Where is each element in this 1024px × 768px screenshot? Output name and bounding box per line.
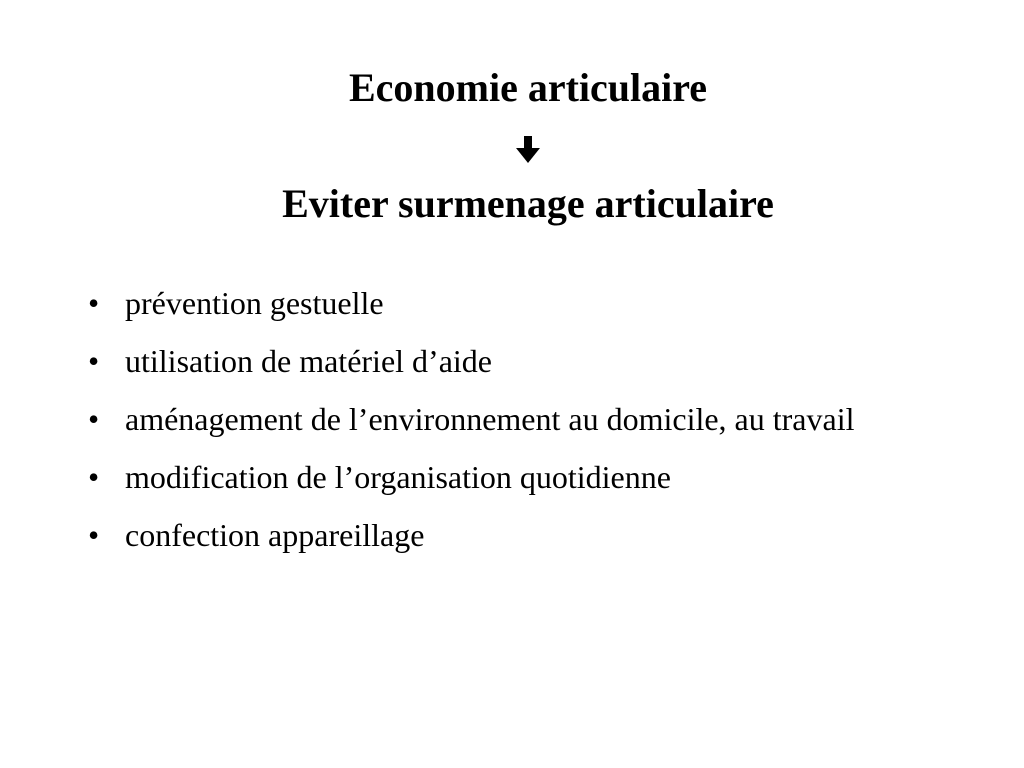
list-item-text: modification de l’organisation quotidienne [125, 459, 671, 495]
bullet-glyph: • [88, 517, 100, 553]
list-item [88, 512, 968, 558]
slide-title [0, 62, 1024, 230]
list-item [88, 396, 968, 442]
list-item-text: aménagement de l’environnement au domicile, au travail [125, 401, 855, 437]
arrow-down-icon [0, 122, 1024, 178]
list-item [88, 454, 968, 500]
bullet-glyph: • [88, 459, 100, 495]
list-item-text: utilisation de matériel d’aide [125, 343, 492, 379]
title-line-eviter: Eviter surmenage articulaire [282, 181, 774, 226]
bullet-glyph: • [88, 343, 100, 379]
list-item [88, 338, 968, 384]
list-item-text: confection appareillage [125, 517, 425, 553]
bullet-glyph: • [88, 285, 100, 321]
list-item-text: prévention gestuelle [125, 285, 384, 321]
bullet-list [88, 280, 968, 570]
list-item [88, 280, 968, 326]
bullet-glyph: • [88, 401, 100, 437]
title-line-economie: Economie articulaire [348, 65, 708, 110]
